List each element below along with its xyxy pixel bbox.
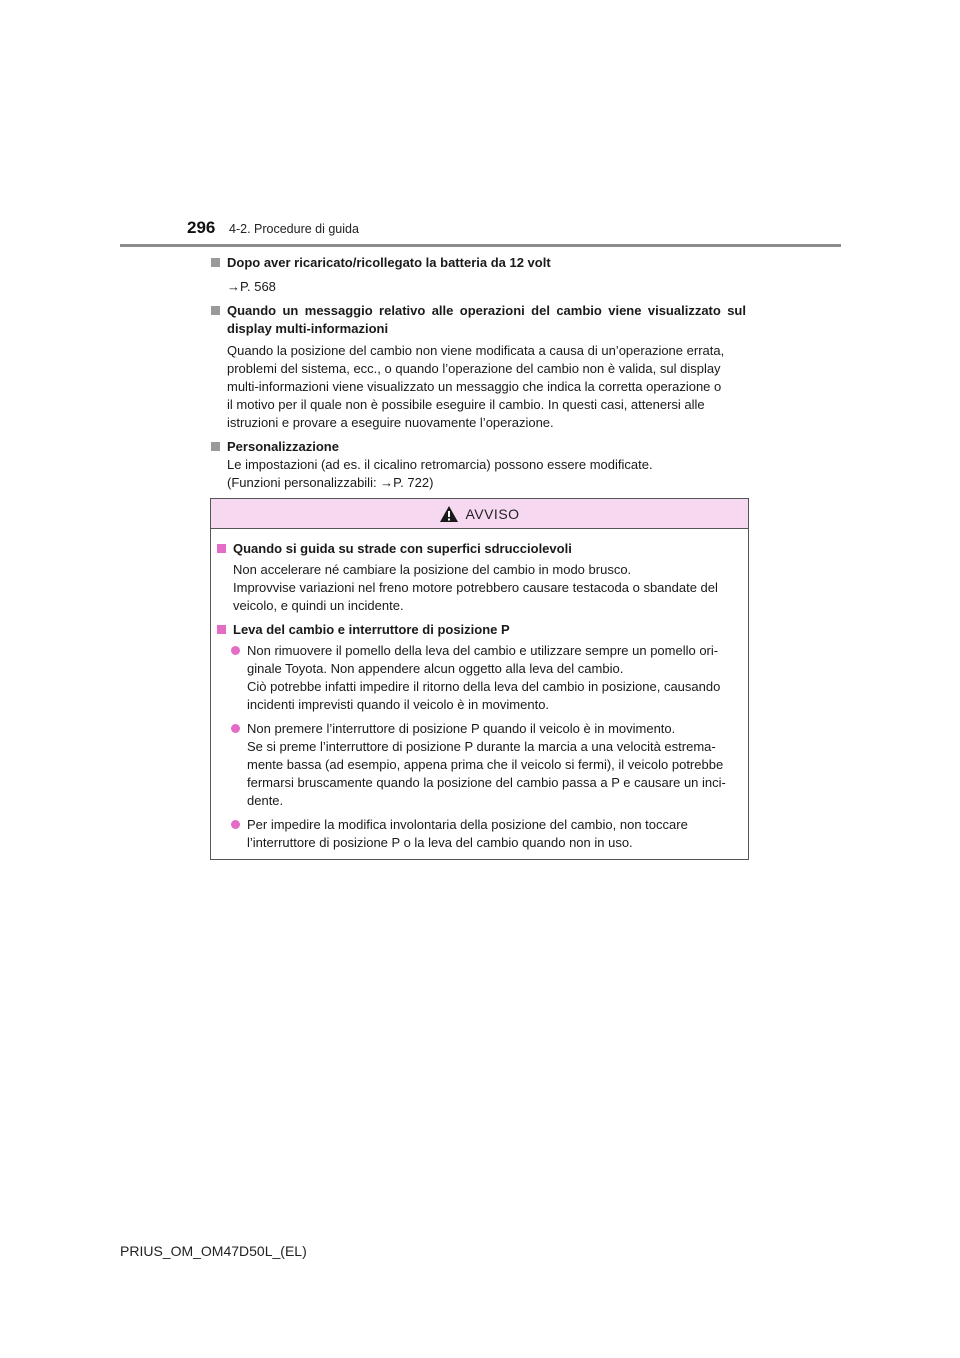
note-item [211,438,746,492]
dot-bullet-icon [231,646,240,655]
warning-bullet [217,642,742,714]
bullet-line: Non premere l’interruttore di posizione P quando il veicolo è in movimento. [247,721,676,736]
warning-triangle-icon [439,505,459,523]
bullet-line: mente bassa (ad esempio, appena prima che il veicolo si fermi), il veicolo potrebbe [247,757,724,772]
warning-section-title: Leva del cambio e interruttore di posizione P [233,622,510,637]
warning-bullet [217,720,742,810]
warning-bullet [217,816,742,852]
note-line: il motivo per il quale non è possibile eseguire il cambio. In questi casi, attenersi alle [227,397,705,412]
dot-bullet-icon [231,724,240,733]
dot-bullet-icon [231,820,240,829]
note-line: Quando la posizione del cambio non viene modificata a causa di un’operazione errata, [227,343,725,358]
warning-line: Non accelerare né cambiare la posizione del cambio in modo brusco. [233,562,632,577]
bullet-line: dente. [247,793,284,808]
note-line: (Funzioni personalizzabili: →P. 722) [227,475,434,490]
bullet-line: l’interruttore di posizione P o la leva del cambio quando non in uso. [247,835,633,850]
square-bullet-icon [211,442,220,451]
notes-section [211,254,746,497]
square-bullet-icon [211,306,220,315]
note-title: Dopo aver ricaricato/ricollegato la batteria da 12 volt [227,255,551,270]
warning-line: Improvvise variazioni nel freno motore potrebbero causare testacoda o sbandate del [233,580,718,595]
note-title: Personalizzazione [227,439,339,454]
square-bullet-icon [217,544,226,553]
document-code: PRIUS_OM_OM47D50L_(EL) [120,1243,307,1259]
warning-section [217,540,742,615]
bullet-line: Per impedire la modifica involontaria della posizione del cambio, non toccare [247,817,688,832]
section-title: 4-2. Procedure di guida [229,222,359,236]
note-line: →P. 568 [227,279,276,294]
warning-header [211,499,748,529]
note-line: Le impostazioni (ad es. il cicalino retromarcia) possono essere modificate. [227,457,653,472]
note-line: istruzioni e provare a eseguire nuovamente l’operazione. [227,415,554,430]
note-item [211,254,746,296]
warning-title: AVVISO [465,505,520,522]
note-line: multi-informazioni viene visualizzato un messaggio che indica la corretta operazione o [227,379,722,394]
bullet-line: Ciò potrebbe infatti impedire il ritorno della leva del cambio in posizione, causando [247,679,721,694]
note-title: Quando un messaggio relativo alle operazioni del cambio viene visualizzato sul display multi-informazioni [227,303,746,336]
square-bullet-icon [211,258,220,267]
warning-section [217,621,742,852]
header-rule [120,244,841,247]
bullet-line: Non rimuovere il pomello della leva del cambio e utilizzare sempre un pomello ori- [247,643,719,658]
warning-section-title: Quando si guida su strade con superfici sdrucciolevoli [233,541,572,556]
square-bullet-icon [217,625,226,634]
page-number: 296 [187,218,216,237]
warning-line: veicolo, e quindi un incidente. [233,598,404,613]
bullet-line: incidenti imprevisti quando il veicolo è in movimento. [247,697,550,712]
note-line: problemi del sistema, ecc., o quando l’operazione del cambio non è valida, sul display [227,361,721,376]
bullet-line: fermarsi bruscamente quando la posizione del cambio passa a P e causare un inci- [247,775,726,790]
bullet-line: Se si preme l’interruttore di posizione P durante la marcia a una velocità estrema- [247,739,716,754]
note-item [211,302,746,432]
bullet-line: ginale Toyota. Non appendere alcun oggetto alla leva del cambio. [247,661,624,676]
warning-content [211,529,748,852]
warning-box [210,498,749,860]
